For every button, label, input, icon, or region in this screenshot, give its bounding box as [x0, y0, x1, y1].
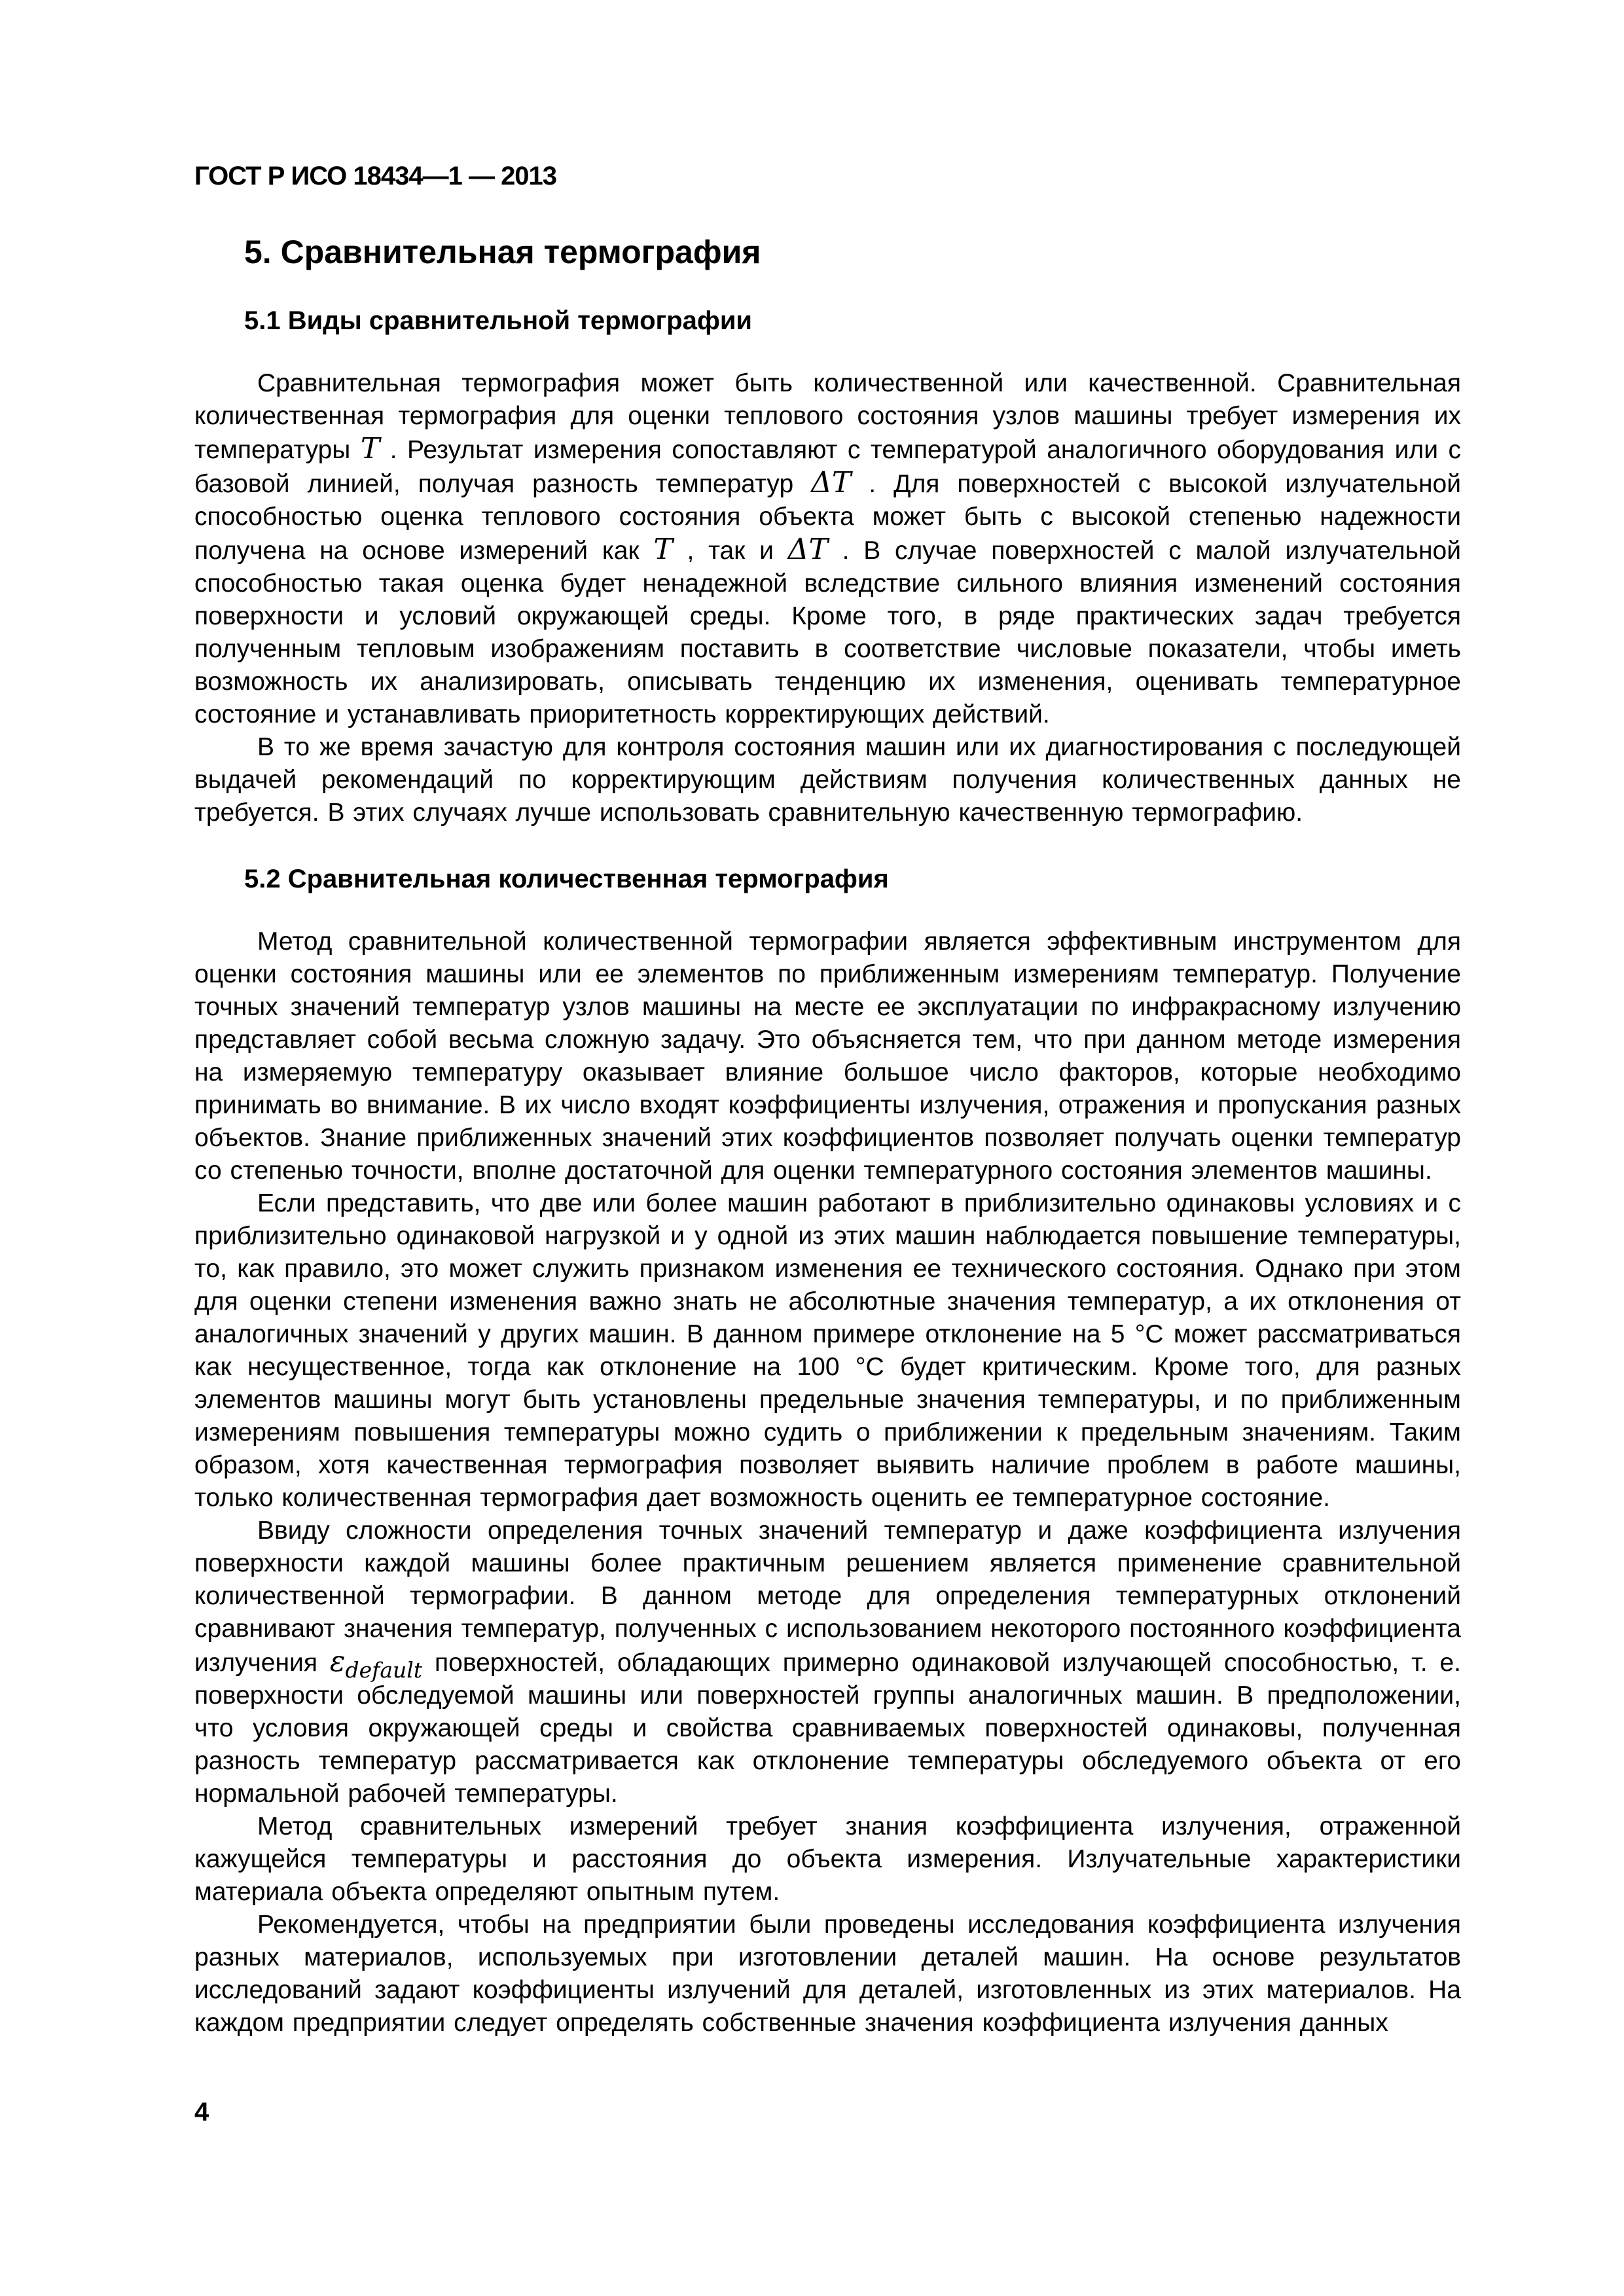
math-symbol: ΔT: [811, 466, 852, 499]
paragraph: Ввиду сложности определения точных значений температур и даже коэффициента излучения поверхности каждой машины более практичным решением является применение сравнительной количественной термографии. В данном методе для определения температурных отклонений сравнивают значения температур, полученных с использованием некоторого постоянного коэффициента излучения $\varepsilon_{default}$ поверхностей, обладающих примерно одинаковой излучающей способностью, т. е. поверхности обследуемой машины или поверхностей группы аналогичных машин. В предположении, что условия окружающей среды и свойства сравниваемых поверхностей одинаковы, полученная разность температур рассматривается как отклонение температуры обследуемого объекта от его нормальной рабочей температуры.: [194, 1516, 1461, 1808]
document-body: [194, 306, 1461, 2039]
paragraph: Рекомендуется, чтобы на предприятии были проведены исследования коэффициента излучения разных материалов, используемых при изготовлении деталей машин. На основе результатов исследований задают коэффициенты излучений для деталей, изготовленных из этих материалов. На каждом предприятии следует определять собственные значения коэффициента излучения данных: [194, 1910, 1461, 2037]
paragraph: В то же время зачастую для контроля состояния машин или их диагностирования с последующей выдачей рекомендаций по корректирующим действиям получения количественных данных не требуется. В этих случаях лучше использовать сравнительную качественную термографию.: [194, 733, 1461, 827]
math-symbol: ε: [329, 1645, 346, 1678]
standard-designation-header: ГОСТ Р ИСО 18434—1 — 2013: [194, 162, 557, 190]
math-symbol: ΔT: [787, 533, 828, 566]
paragraph: Метод сравнительной количественной термографии является эффективным инструментом для оценки состояния машины или ее элементов по приближенным измерениям температур. Получение точных значений температур узлов машины на месте ее эксплуатации по инфракрасному излучению представляет собой весьма сложную задачу. Это объясняется тем, что при данном методе измерения на измеряемую температуру оказывает влияние большое число факторов, которые необходимо принимать во внимание. В их число входят коэффициенты излучения, отражения и пропускания разных объектов. Знание приближенных значений этих коэффициентов позволяет получать оценки температур со степенью точности, вполне достаточной для оценки температурного состояния элементов машины.: [194, 927, 1461, 1185]
page-number: 4: [194, 2098, 209, 2126]
math-symbol: T: [653, 533, 673, 566]
paragraph: Сравнительная термография может быть количественной или качественной. Сравнительная количественная термография для оценки теплового состояния узлов машины требует измерения их температуры T . Результат измерения сопоставляют с температурой аналогичного оборудования или с базовой линией, получая разность температур ΔT . Для поверхностей с высокой излучательной способностью оценка теплового состояния объекта может быть с высокой степенью надежности получена на основе измерений как T , так и ΔT . В случае поверхностей с малой излучательной способностью такая оценка будет ненадежной вследствие сильного влияния изменений состояния поверхности и условий окружающей среды. Кроме того, в ряде практических задач требуется полученным тепловым изображениям поставить в соответствие числовые показатели, чтобы иметь возможность их анализировать, описывать тенденцию их изменения, оценивать температурное состояние и устанавливать приоритетность корректирующих действий.: [194, 369, 1462, 728]
paragraph: Если представить, что две или более машин работают в приблизительно одинаковы условиях и с приблизительно одинаковой нагрузкой и у одной из этих машин наблюдается повышение температуры, то, как правило, это может служить признаком изменения ее технического состояния. Однако при этом для оценки степени изменения важно знать не абсолютные значения температур, а их отклонения от аналогичных значений у других машин. В данном примере отклонение на 5 °С может рассматриваться как несущественное, тогда как отклонение на 100 °С будет критическим. Кроме того, для разных элементов машины могут быть установлены предельные значения температуры, и по приближенным измерениям повышения температуры можно судить о приближении к предельным значениям. Таким образом, хотя качественная термография позволяет выявить наличие проблем в работе машины, только количественная термография дает возможность оценить ее температурное состояние.: [194, 1189, 1461, 1512]
chapter-title: 5. Сравнительная термография: [244, 234, 761, 270]
math-symbol: T: [360, 432, 380, 465]
paragraph: Метод сравнительных измерений требует знания коэффициента излучения, отраженной кажущейся температуры и расстояния до объекта измерения. Излучательные характеристики материала объекта определяют опытным путем.: [194, 1812, 1461, 1906]
section-heading: 5.2 Сравнительная количественная термография: [244, 865, 889, 893]
math-subscript: default: [345, 1657, 423, 1683]
section-heading: 5.1 Виды сравнительной термографии: [244, 306, 753, 335]
